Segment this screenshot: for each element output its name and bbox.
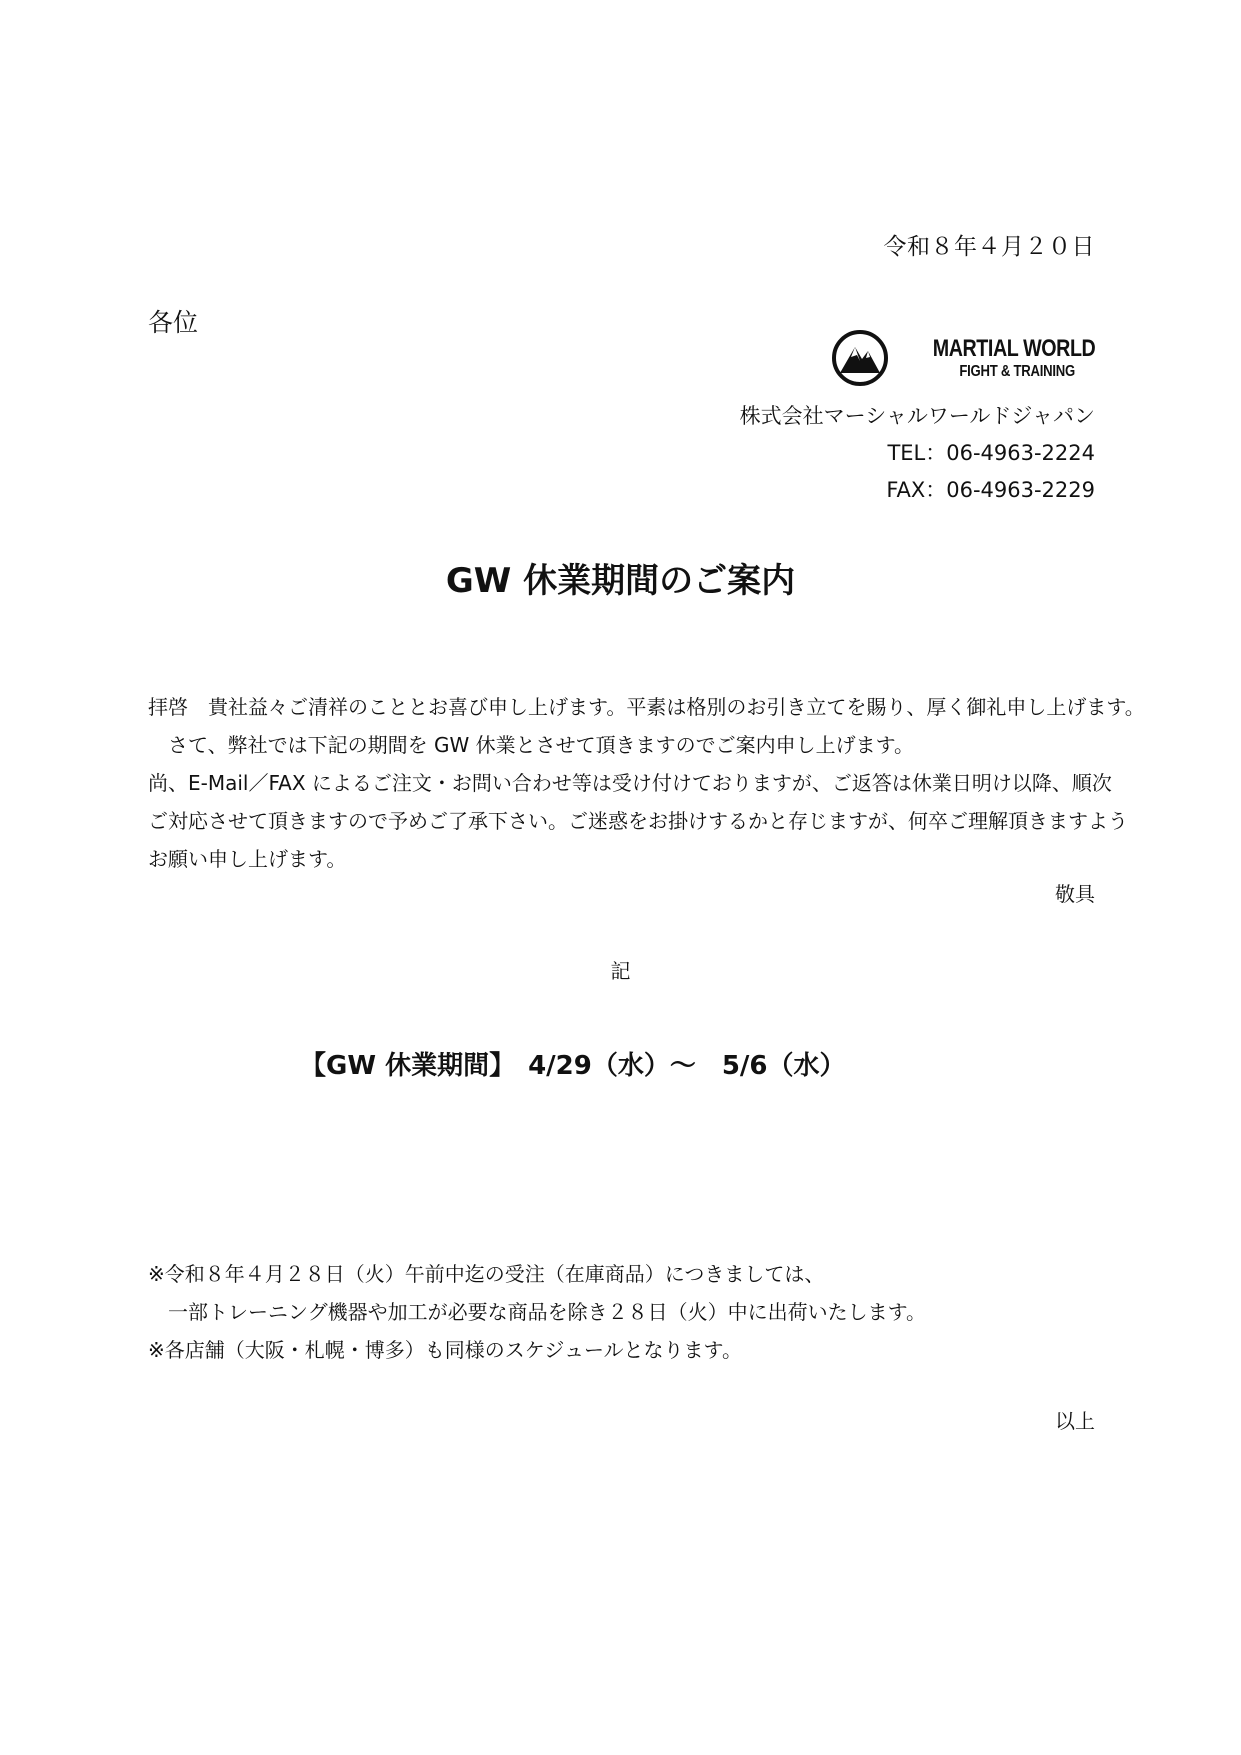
company-name: 株式会社マーシャルワールドジャパン (739, 404, 1095, 428)
body-line: 拝啓 貴社益々ご清祥のこととお喜び申し上げます。平素は格別のお引き立てを賜り、厚く御礼申し上げます。 (148, 695, 1145, 719)
document-title: GW 休業期間のご案内 (445, 561, 796, 601)
body-line: ご対応させて頂きますので予めご了承下さい。ご迷惑をお掛けするかと存じますが、何卒ご理解頂きますよう (148, 809, 1128, 833)
notes (148, 1255, 926, 1369)
ki-heading: 記 (610, 959, 631, 983)
addressee: 各位 (148, 308, 199, 337)
body-text (148, 688, 1145, 878)
holiday-period: 【GW 休業期間】 4/29（水）～ 5/6（水） (300, 1051, 846, 1081)
body-line: さて、弊社では下記の期間を GW 休業とさせて頂きますのでご案内申し上げます。 (168, 733, 914, 757)
body-line: 尚、E-Mail／FAX によるご注文・お問い合わせ等は受け付けておりますが、ご返答は休業日明け以降、順次 (148, 771, 1112, 795)
note-line: ※令和８年４月２８日（火）午前中迄の受注（在庫商品）につきましては、 (148, 1262, 825, 1286)
logo-wordmark (897, 334, 1095, 380)
logo-line2: FIGHT & TRAINING (959, 362, 1075, 380)
logo-line1: MARTIAL WORLD (932, 334, 1095, 362)
mountain-logo-icon (831, 329, 889, 387)
body-line: お願い申し上げます。 (148, 847, 347, 871)
closing-keigu: 敬具 (1055, 882, 1095, 906)
company-fax: FAX：06-4963-2229 (886, 478, 1095, 502)
closing-ijo: 以上 (1055, 1409, 1095, 1433)
company-logo (831, 329, 1095, 387)
note-line: ※各店舗（大阪・札幌・博多）も同様のスケジュールとなります。 (148, 1338, 742, 1362)
company-tel: TEL：06-4963-2224 (887, 441, 1095, 465)
document-date: 令和８年４月２０日 (883, 234, 1095, 260)
note-line: 一部トレーニング機器や加工が必要な商品を除き２８日（火）中に出荷いたします。 (168, 1300, 926, 1324)
company-info (740, 398, 1095, 509)
